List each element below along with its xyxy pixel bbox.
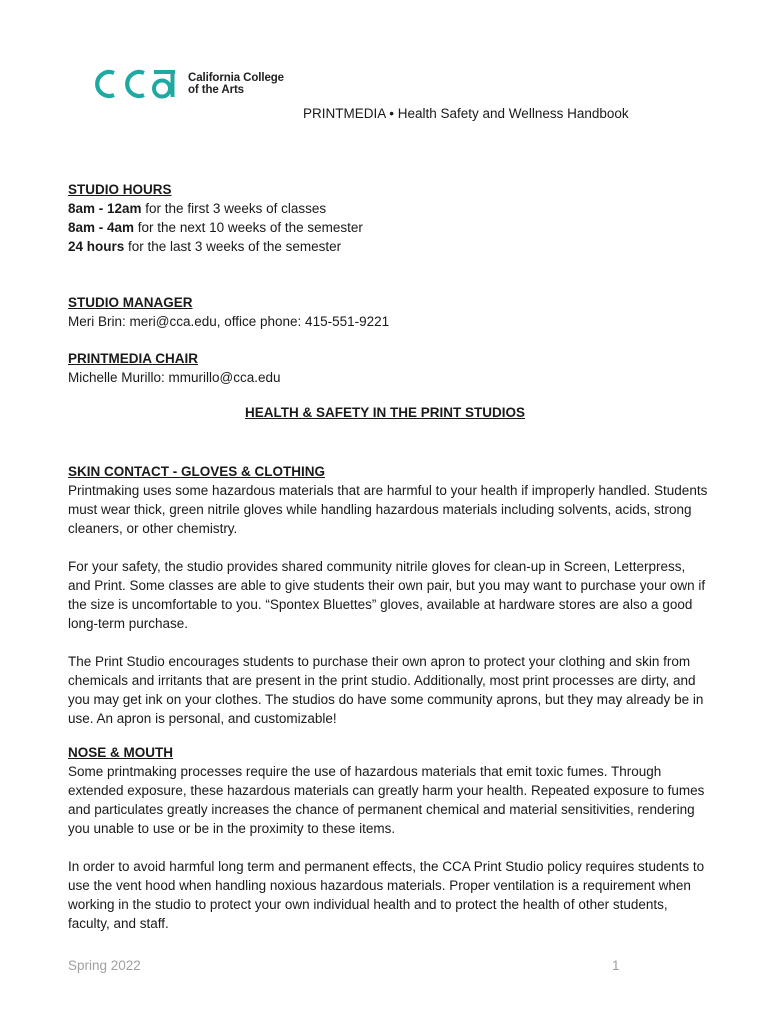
logo-wordmark (188, 72, 284, 96)
printmedia-chair-section (68, 349, 708, 387)
hours-time: 8am - 12am (68, 201, 142, 216)
cca-logo (88, 64, 284, 104)
hours-desc: for the first 3 weeks of classes (141, 201, 327, 216)
footer-term: Spring 2022 (68, 958, 141, 973)
hours-time: 8am - 4am (68, 220, 135, 235)
studio-manager-contact: Meri Brin: meri@cca.edu, office phone: 415-551-9221 (68, 314, 390, 329)
skin-contact-paragraph-2: For your safety, the studio provides shared community nitrile gloves for clean-up in Screen, Letterpress, and Print. Some classes are able to give students their own pair, but you may want to purchase your own if the size is uncomfortable to you. “Spontex Bluettes” gloves, available at hardware stores are also a good long-term purchase. (68, 559, 706, 631)
nose-mouth-heading: NOSE & MOUTH (68, 745, 174, 760)
logo-line-1: California College (188, 72, 284, 84)
nose-mouth-paragraph-2: In order to avoid harmful long term and permanent effects, the CCA Print Studio policy requires students to use the vent hood when handling noxious hazardous materials. Proper ventilation is a requirement when working in the studio to protect your own individual health and to protect the health of other students, faculty, and staff. (68, 859, 705, 931)
studio-hours-heading: STUDIO HOURS (68, 182, 172, 197)
hours-desc: for the last 3 weeks of the semester (124, 239, 342, 254)
hours-desc: for the next 10 weeks of the semester (134, 220, 363, 235)
skin-contact-heading: SKIN CONTACT - GLOVES & CLOTHING (68, 464, 325, 479)
printmedia-chair-contact: Michelle Murillo: mmurillo@cca.edu (68, 370, 281, 385)
printmedia-chair-heading: PRINTMEDIA CHAIR (68, 351, 198, 366)
logo-line-2: of the Arts (188, 84, 244, 96)
hours-row (68, 237, 708, 256)
skin-contact-paragraph-1: Printmaking uses some hazardous materials that are harmful to your health if improperly handled. Students must wear thick, green nitrile gloves while handling hazardous materials including solvents, acids, strong cleaners, or other chemistry. (68, 483, 708, 536)
studio-hours-section (68, 180, 708, 256)
hours-row (68, 199, 708, 218)
hours-time: 24 hours (68, 239, 125, 254)
footer-page-number: 1 (612, 958, 620, 973)
nose-mouth-paragraph-1: Some printmaking processes require the use of hazardous materials that emit toxic fumes. Through extended exposure, these hazardous materials can greatly harm your health. Repeated exposure to fumes and particulates greatly increases the chance of permanent chemical and material sensitivities, rendering you unable to use or be in the proximity to these items. (68, 764, 705, 836)
nose-mouth-section (68, 743, 708, 933)
section-title: HEALTH & SAFETY IN THE PRINT STUDIOS (244, 405, 525, 420)
skin-contact-section (68, 462, 708, 728)
hours-row (68, 218, 708, 237)
page-header-title: PRINTMEDIA • Health Safety and Wellness Handbook (303, 106, 629, 121)
skin-contact-paragraph-3: The Print Studio encourages students to purchase their own apron to protect your clothing and skin from chemicals and irritants that are present in the print studio. Additionally, most print processes are dirty, and you may get ink on your clothes. The studios do have some community aprons, but they may already be in use. An apron is personal, and customizable! (68, 654, 704, 726)
studio-manager-heading: STUDIO MANAGER (68, 295, 193, 310)
cca-logo-mark (88, 67, 180, 101)
studio-manager-section (68, 293, 708, 331)
